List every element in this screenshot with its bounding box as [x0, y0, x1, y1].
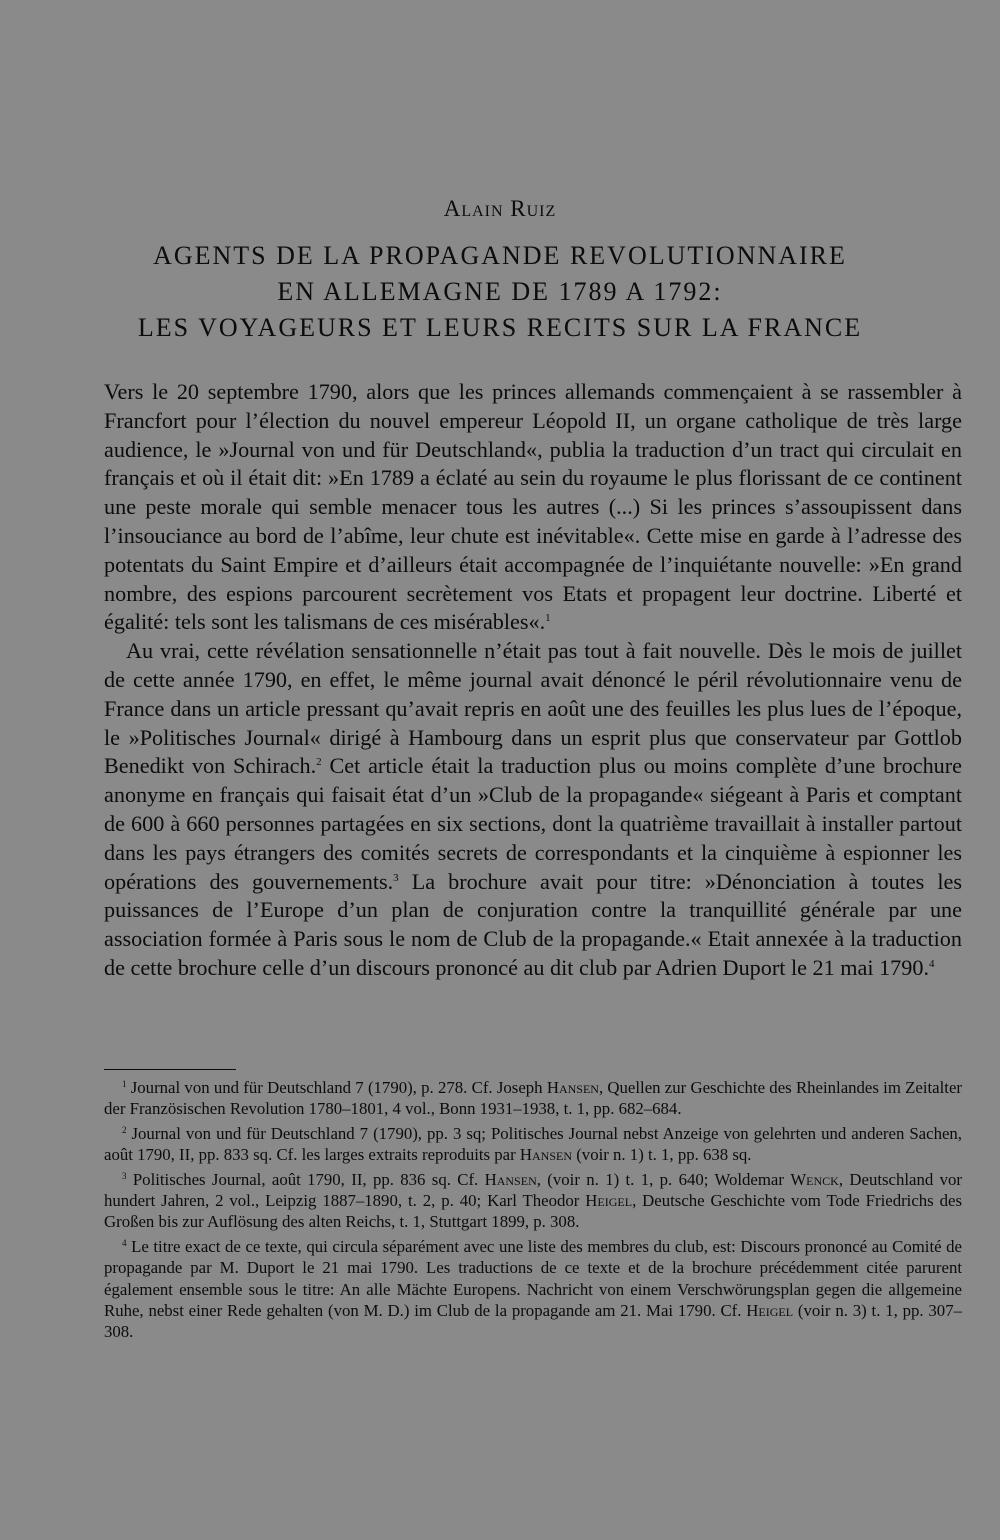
footnote-2	[104, 1123, 962, 1166]
footnote-2-text-a: Journal von und für Deutschland 7 (1790), pp. 3 sq; Politisches Journal nebst Anzeige von gelehrten und anderen Sachen, août 1790, II, pp. 833 sq. Cf. les larges extraits reproduits par	[104, 1123, 962, 1165]
footnote-3-text-c: , Deutschland vor hundert Jahren, 2 vol., Leipzig 1887–1890, t. 2, p. 40; Karl Theodor	[104, 1169, 962, 1211]
footnote-3-author-1: Hansen	[484, 1169, 537, 1189]
footnote-ref-2: 2	[316, 756, 322, 769]
footnote-3-mark: 3	[122, 1170, 127, 1181]
title-line-3: LES VOYAGEURS ET LEURS RECITS SUR LA FRANCE	[137, 313, 863, 342]
footnote-ref-4: 4	[929, 957, 935, 970]
footnote-1-mark: 1	[122, 1079, 127, 1089]
footnote-divider	[104, 1069, 236, 1070]
paragraph-2-text-c: La brochure avait pour titre: »Dénonciation à toutes les puissances de l’Europe d’un plan de conjuration contre la tranquillité générale par une association formée à Paris sous le nom de Club de la propagande.« Etait annexée à la traduction de cette brochure celle d’un discours prononcé au dit club par Adrien Duport le 21 mai 1790.	[104, 868, 962, 980]
footnote-1	[104, 1077, 962, 1120]
footnote-3-text-d: , Deutsche Geschichte vom Tode Friedrichs des Großen bis zur Auflösung des alten Reichs, t. 1, Stuttgart 1899, p. 308.	[104, 1191, 962, 1232]
footnotes	[104, 1077, 962, 1346]
title-line-2: EN ALLEMAGNE DE 1789 A 1792:	[277, 277, 723, 306]
footnote-1-text-b: , Quellen zur Geschichte des Rheinlandes im Zeitalter der Französischen Revolution 1780–1801, 4 vol., Bonn 1931–1938, t. 1, pp. 682–684.	[104, 1078, 962, 1119]
footnote-ref-1: 1	[545, 612, 551, 625]
paragraph-1-text: Vers le 20 septembre 1790, alors que les princes allemands commençaient à se rassembler à Francfort pour l’élection du nouvel empereur Léopold II, un organe catholique de très large audience, le »Journal von und für Deutschland«, publia la traduction d’un tract qui circulait en français et où il était dit: »En 1789 a éclaté au sein du royaume le plus florissant de ce continent une peste morale qui semble menacer tous les autres (...) Si les princes s’assoupissent dans l’insouciance au bord de l’abîme, leur chute est inévitable«. Cette mise en garde à l’adresse des potentats du Saint Empire et d’ailleurs était accompagnée de l’inquiétante nouvelle: »En grand nombre, des espions parcourent secrètement vos Etats et propagent leur doctrine. Liberté et égalité: tels sont les talismans de ces misérables«.	[104, 379, 962, 635]
author-name: Alain Ruiz	[443, 196, 557, 221]
footnote-ref-3: 3	[393, 871, 399, 884]
footnote-3	[104, 1169, 962, 1233]
footnote-1-author: Hansen	[546, 1078, 599, 1097]
footnote-2-author: Hansen	[519, 1145, 573, 1165]
footnote-3-author-3: Heigel	[585, 1191, 633, 1211]
footnote-4-author: Heigel	[746, 1301, 794, 1321]
article-title	[0, 238, 1000, 346]
paragraph-2-text-b: Cet article était la traduction plus ou moins complète d’une brochure anonyme en français qui faisait état d’un »Club de la propagande« siégeant à Paris et comptant de 600 à 660 personnes partagées en six sections, dont la quatrième travaillait à installer partout dans les pays étrangers des comités secrets de correspondants et la cinquième à espionner les opérations des gouvernements.	[104, 753, 962, 894]
footnote-2-text-b: (voir n. 1) t. 1, pp. 638 sq.	[572, 1145, 752, 1165]
footnote-4-mark: 4	[122, 1237, 127, 1248]
footnote-1-text-a: Journal von und für Deutschland 7 (1790), p. 278. Cf. Joseph	[126, 1078, 547, 1097]
footnote-4-text-b: (voir n. 3) t. 1, pp. 307–308.	[104, 1301, 962, 1342]
paragraph-2-text-a: Au vrai, cette révélation sensationnelle n’était pas tout à fait nouvelle. Dès le mois de juillet de cette année 1790, en effet, le même journal avait dénoncé le péril révolutionnaire venu de France dans un article pressant qu’avait repris en août une des feuilles les plus lues de l’époque, le »Politisches Journal« dirigé à Hambourg dans un esprit plus que conservateur par Gottlob Benedikt von Schirach.	[104, 638, 962, 779]
paragraph-2	[104, 637, 962, 983]
body-text	[104, 378, 962, 983]
footnote-4-text-a: Le titre exact de ce texte, qui circula séparément avec une liste des membres du club, est: Discours prononcé au Comité de propagande par M. Duport le 21 mai 1790. Les traductions de ce texte et de la brochure précédemment citée parurent également ensemble sous le titre: An alle Mächte Europens. Nachricht von einem Verschwörungsplan gegen die allgemeine Ruhe, nebst einer Rede gehalten (von M. D.) im Club de la propagande am 21. Mai 1790. Cf.	[104, 1236, 962, 1321]
title-line-1: AGENTS DE LA PROPAGANDE REVOLUTIONNAIRE	[153, 241, 847, 270]
paragraph-1	[104, 378, 962, 637]
footnote-3-author-2: Wenck	[790, 1169, 839, 1189]
footnote-4	[104, 1236, 962, 1343]
footnote-3-text-b: , (voir n. 1) t. 1, p. 640; Woldemar	[536, 1169, 791, 1189]
footnote-3-text-a: Politisches Journal, août 1790, II, pp. 836 sq. Cf.	[126, 1169, 485, 1189]
footnote-2-mark: 2	[122, 1124, 127, 1135]
